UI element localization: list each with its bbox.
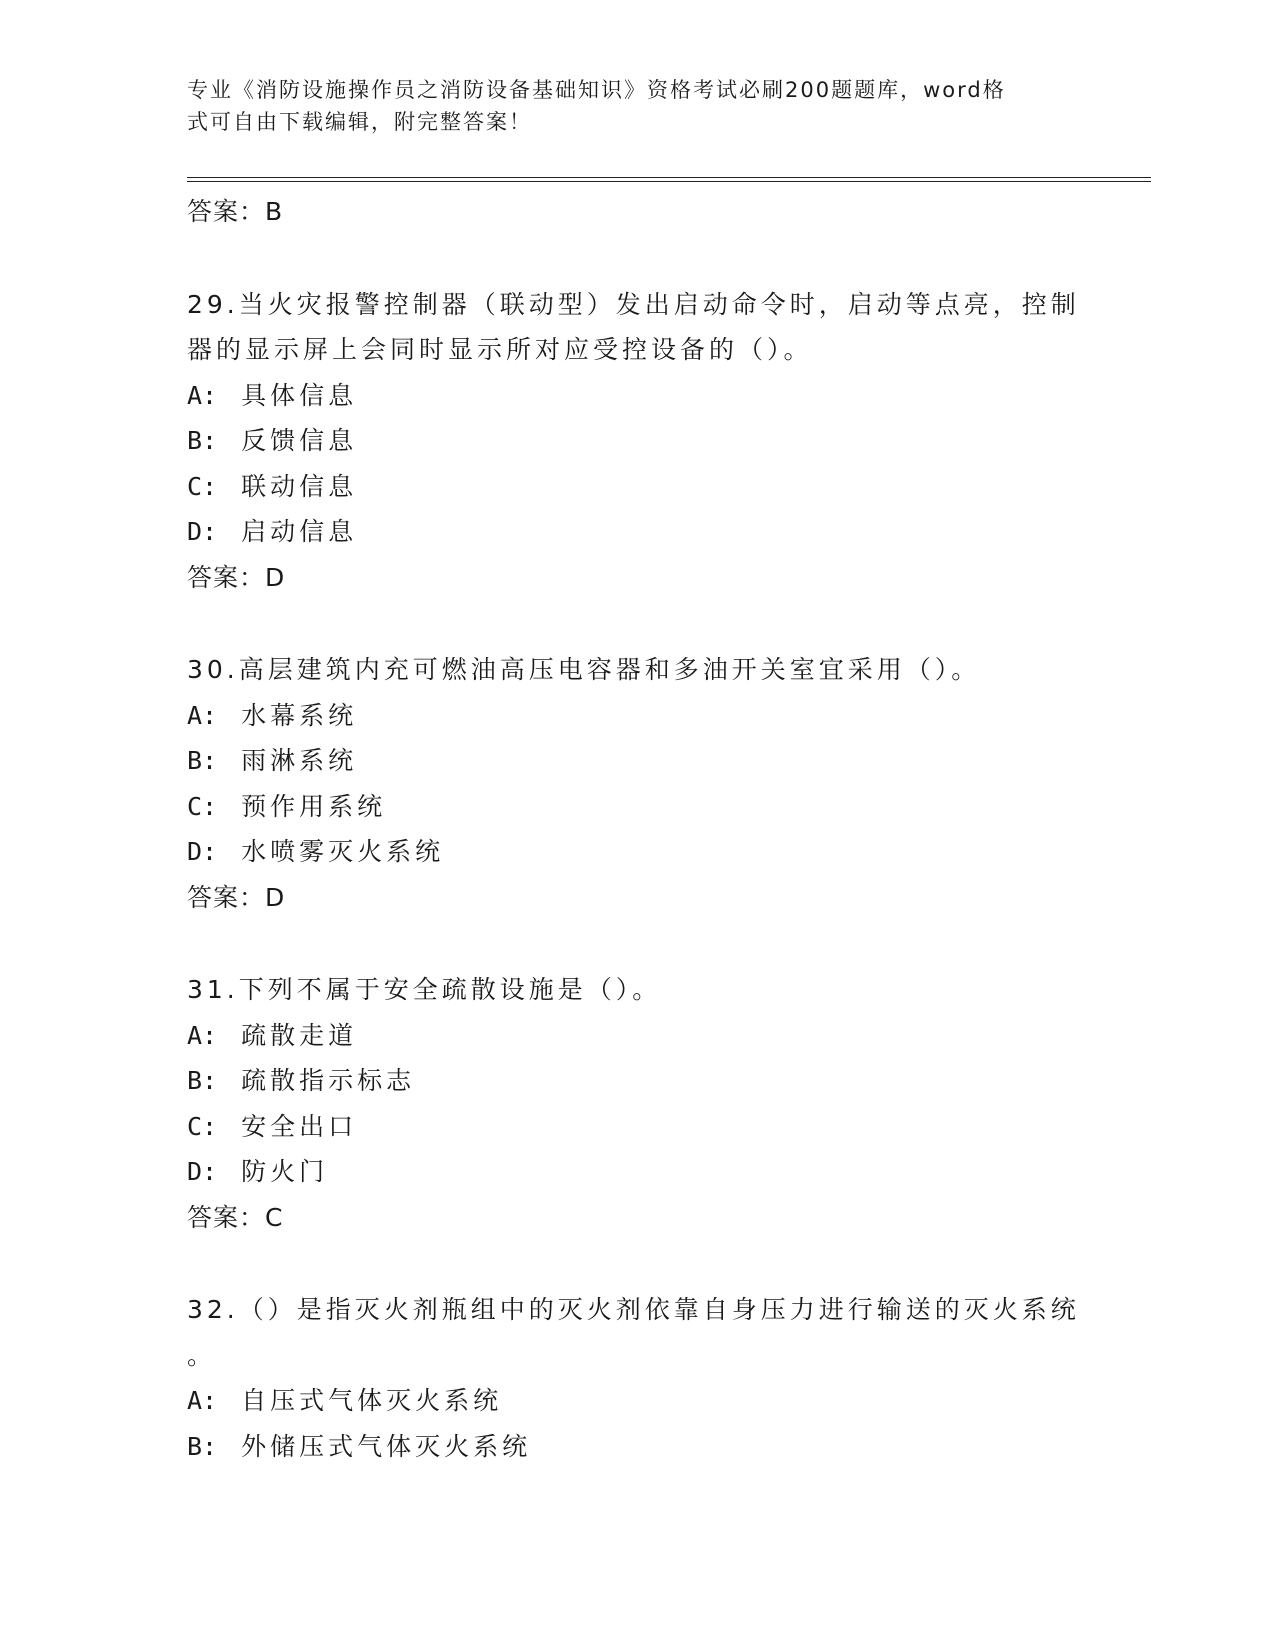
option-letter: B: [187,1066,218,1095]
question-stem-line: 31.下列不属于安全疏散设施是（）。 [187,975,662,1004]
spacer [187,1240,1087,1287]
option-letter: C: [187,471,218,501]
option-text: 反馈信息 [241,426,358,455]
option-d [187,509,1087,555]
answer-31: 答案：C [187,1202,284,1232]
option-a [187,693,1087,739]
option-letter: A: [187,1020,218,1050]
option-text: 外储压式气体灭火系统 [241,1431,532,1461]
option-letter: D: [187,837,218,866]
option-text: 雨淋系统 [241,746,358,775]
option-c [187,464,1087,510]
question-stem-line: 29.当火灾报警控制器（联动型）发出启动命令时，启动等点亮，控制 [187,289,1080,319]
option-letter: A: [187,700,218,730]
question-list [187,189,1087,1469]
question-stem-line: 器的显示屏上会同时显示所对应受控设备的（）。 [187,335,813,364]
header-divider-top [187,177,1151,178]
spacer [187,600,1087,647]
option-letter: C: [187,791,218,821]
option-text: 自压式气体灭火系统 [241,1386,503,1415]
question-stem-line: 30.高层建筑内充可燃油高压电容器和多油开关室宜采用（）。 [187,655,981,684]
option-text: 安全出口 [241,1111,358,1141]
answer-30: 答案：D [187,882,286,912]
option-d [187,829,1087,875]
option-a [187,373,1087,419]
option-text: 启动信息 [241,517,358,546]
question-stem-line: 32.（）是指灭火剂瓶组中的灭火剂依靠自身压力进行输送的灭火系统 [187,1295,1080,1324]
option-letter: B: [187,1431,218,1461]
option-d [187,1149,1087,1195]
option-b [187,1058,1087,1104]
option-c [187,784,1087,830]
spacer [187,920,1087,967]
option-text: 联动信息 [241,471,358,501]
header-title-line-2: 式可自由下载编辑，附完整答案！ [187,110,532,134]
option-a [187,1013,1087,1059]
document-header [187,74,1067,138]
header-divider-bottom [187,181,1151,182]
option-c [187,1104,1087,1150]
question-31 [187,967,1087,1240]
question-29 [187,282,1087,601]
option-text: 具体信息 [241,380,358,410]
option-text: 疏散走道 [241,1020,358,1050]
option-b [187,738,1087,784]
question-stem-line: 。 [187,1340,217,1370]
option-b [187,1424,1087,1470]
option-letter: B: [187,746,218,775]
option-letter: C: [187,1111,218,1141]
question-32 [187,1287,1087,1469]
option-a [187,1378,1087,1424]
option-text: 疏散指示标志 [241,1066,416,1095]
option-letter: D: [187,1157,218,1186]
option-text: 预作用系统 [241,791,387,821]
option-text: 水喷雾灭火系统 [241,837,445,866]
spacer [187,235,1087,282]
option-text: 水幕系统 [241,700,358,730]
answer-29: 答案：D [187,562,286,592]
option-letter: A: [187,380,218,410]
answer-previous: 答案：B [187,197,284,226]
option-letter: B: [187,426,218,455]
option-text: 防火门 [241,1157,329,1186]
option-letter: D: [187,517,218,546]
option-b [187,418,1087,464]
question-30 [187,647,1087,920]
header-title-line-1: 专业《消防设施操作员之消防设备基础知识》资格考试必刷200题题库，word格 [187,78,1006,102]
option-letter: A: [187,1386,218,1415]
